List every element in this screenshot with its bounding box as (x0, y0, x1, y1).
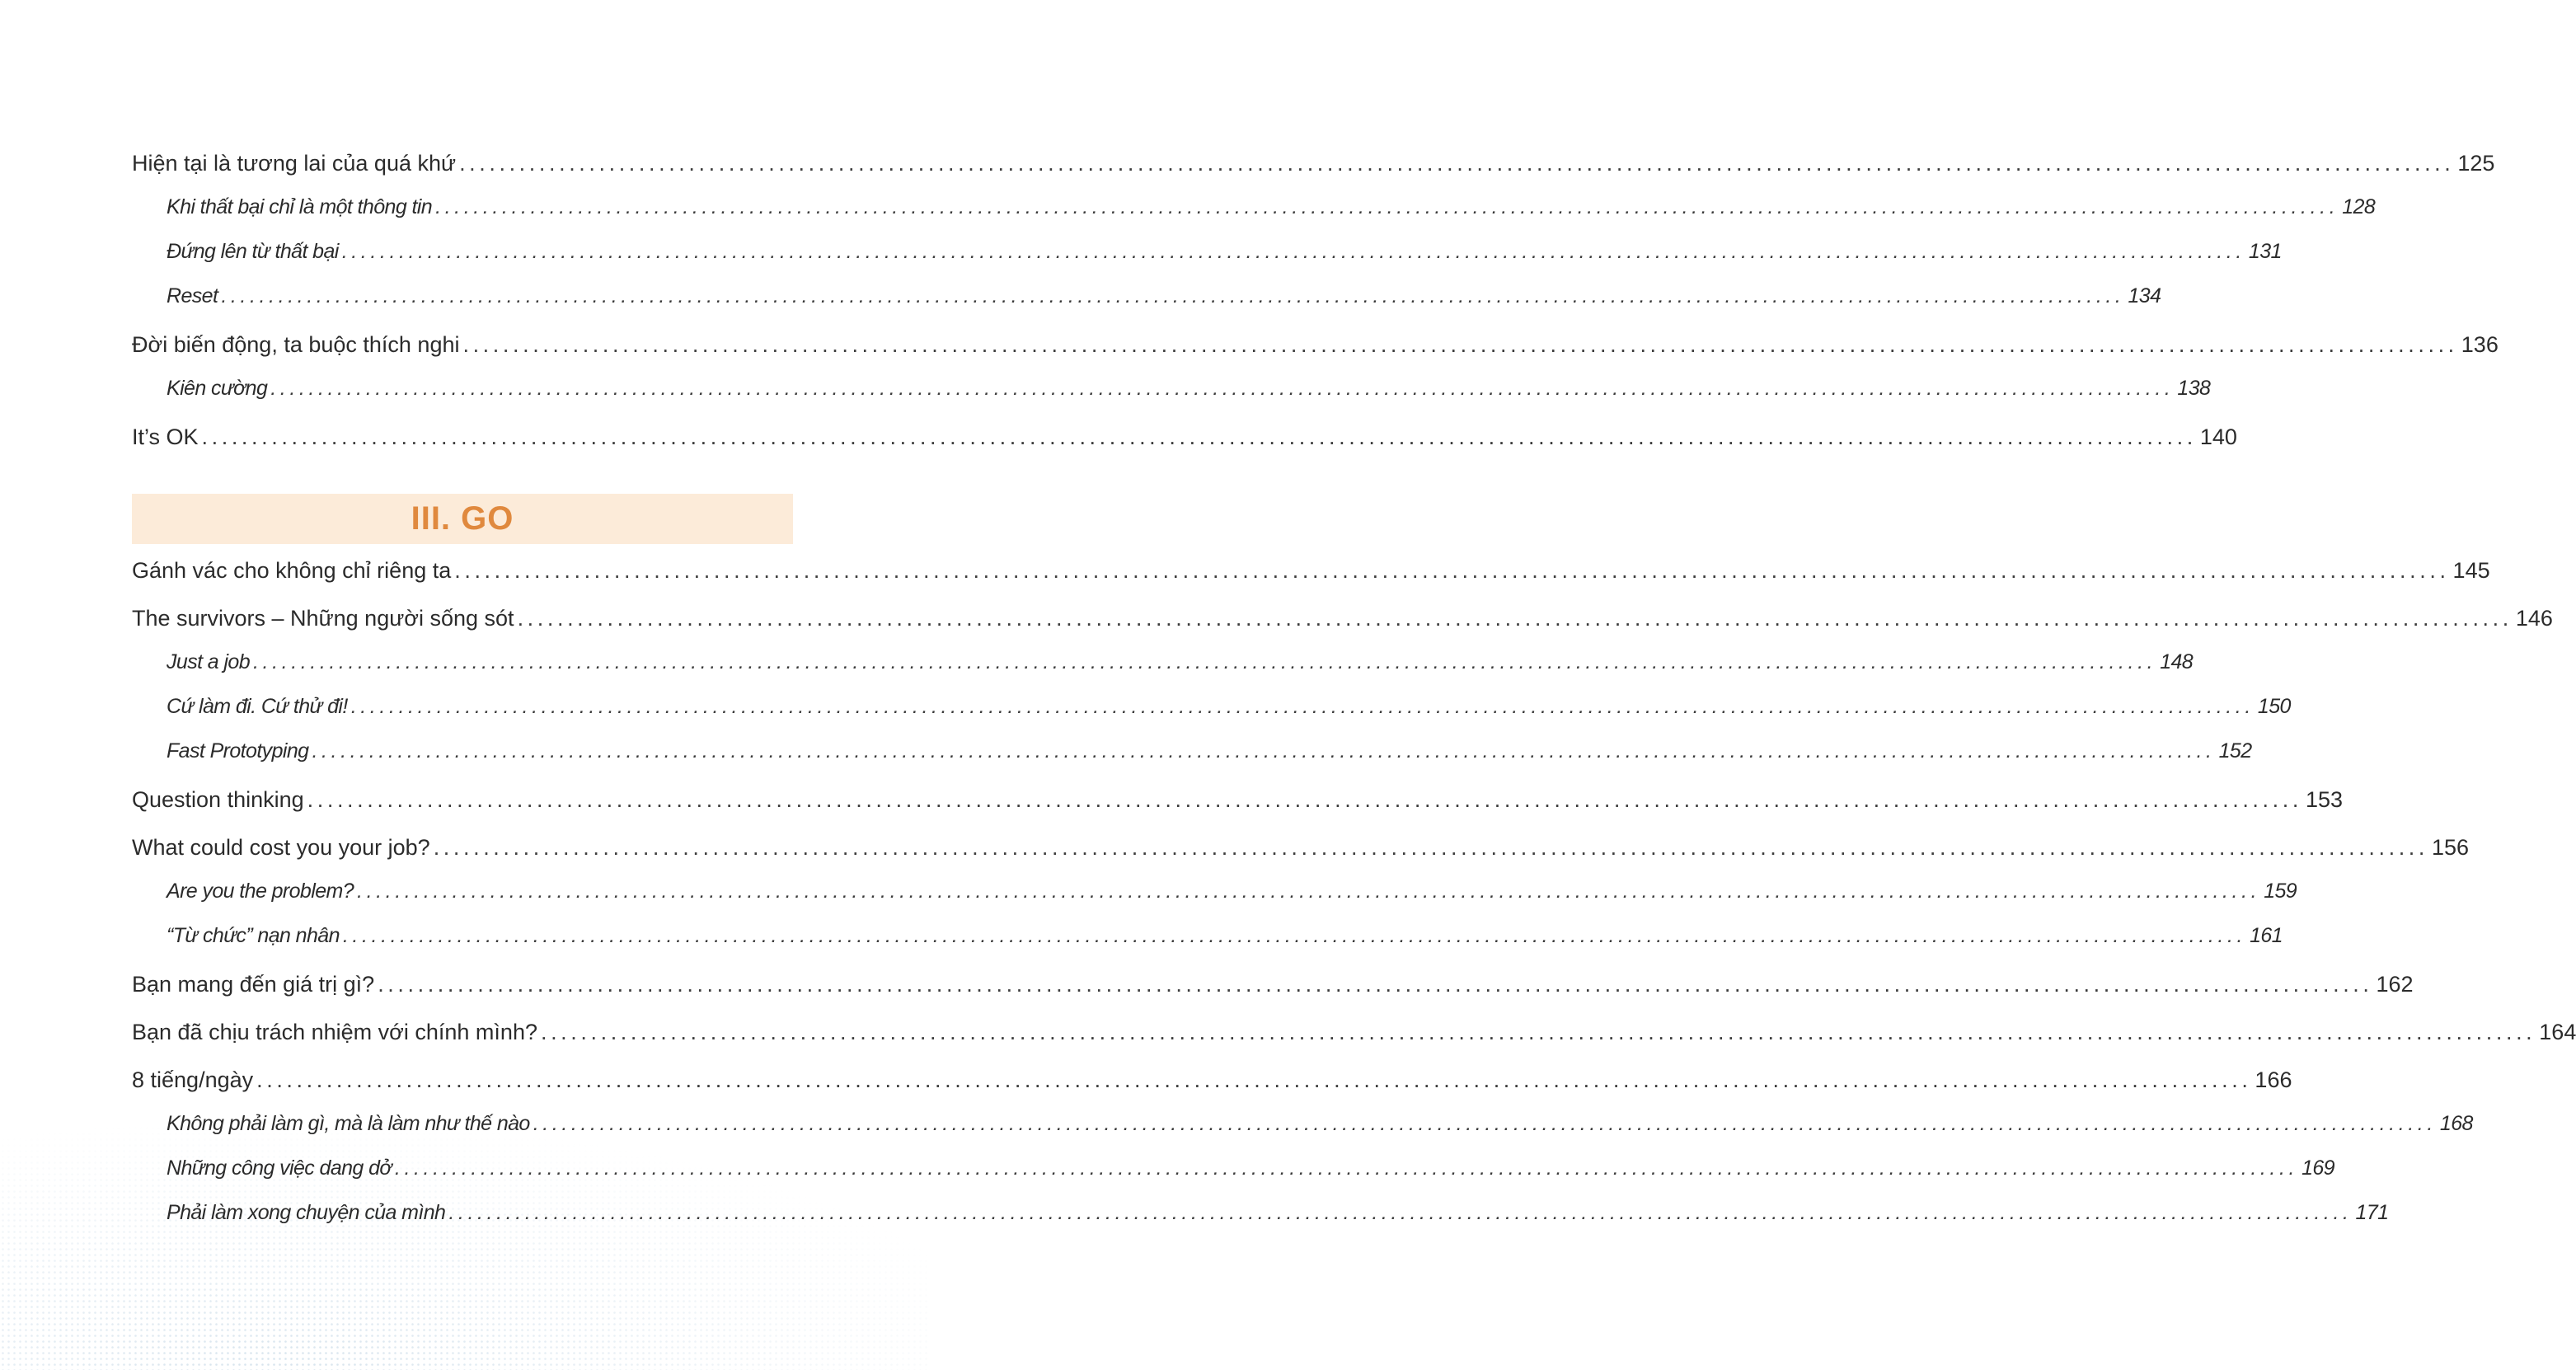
toc-entry (132, 1067, 2292, 1093)
toc-entry (132, 151, 2495, 176)
toc-entry-title: Kiên cường (167, 377, 268, 400)
dot-leader: ........................................................................................................................................................................................................ (253, 650, 2157, 673)
toc-entry (132, 739, 2252, 763)
toc-entry-page: 125 (2457, 151, 2495, 176)
toc-entry-title: What could cost you your job? (132, 835, 430, 860)
toc-entry-page: 145 (2452, 558, 2490, 583)
toc-entry-page: 136 (2461, 332, 2499, 357)
section-title: III. GO (411, 500, 514, 537)
dot-leader: ........................................................................................................................................................................................................ (459, 151, 2455, 176)
dot-leader: ........................................................................................................................................................................................................ (350, 695, 2255, 718)
toc-entry-page: 168 (2439, 1112, 2473, 1135)
toc-entry (132, 332, 2499, 358)
toc-entry-page: 146 (2515, 606, 2553, 631)
dot-leader: ........................................................................................................................................................................................................ (201, 425, 2197, 449)
toc-entry-title: 8 tiếng/ngày (132, 1067, 254, 1092)
toc-entry (132, 1157, 2334, 1180)
toc-entry-page: 156 (2432, 835, 2470, 860)
toc-entry-page: 153 (2305, 787, 2343, 812)
dot-leader: ........................................................................................................................................................................................................ (270, 377, 2175, 400)
dot-leader: ........................................................................................................................................................................................................ (357, 880, 2261, 903)
toc-entry-title: Gánh vác cho không chỉ riêng ta (132, 558, 452, 583)
dot-leader: ........................................................................................................................................................................................................ (540, 1020, 2536, 1044)
toc-entry-title: Bạn mang đến giá trị gì? (132, 972, 375, 997)
toc-entry-title: Đứng lên từ thất bại (167, 240, 339, 263)
toc-entry-page: 164 (2539, 1020, 2576, 1044)
toc-entry-title: Hiện tại là tương lai của quá khứ (132, 151, 457, 176)
toc-entry-title: “Từ chức” nạn nhân (167, 924, 340, 947)
toc-entry-page: 159 (2264, 880, 2297, 903)
toc-entry-page: 148 (2160, 650, 2194, 673)
toc-entry (132, 835, 2470, 861)
toc-entry-title: Question thinking (132, 787, 304, 812)
toc-entry-title: Những công việc dang dở (167, 1157, 392, 1180)
toc-entry-page: 134 (2128, 284, 2161, 307)
dot-leader: ........................................................................................................................................................................................................ (435, 195, 2339, 218)
toc-entry-page: 171 (2355, 1201, 2389, 1224)
toc-entry (132, 1112, 2473, 1136)
toc-entry (132, 606, 2553, 631)
dot-leader: ........................................................................................................................................................................................................ (462, 332, 2458, 357)
toc-entry (132, 880, 2297, 903)
dot-leader: ........................................................................................................................................................................................................ (394, 1157, 2299, 1180)
toc-entry-title: The survivors – Những người sống sót (132, 606, 514, 631)
toc-entry-title: Phải làm xong chuyện của mình (167, 1201, 446, 1224)
dot-leader: ........................................................................................................................................................................................................ (312, 739, 2216, 762)
dot-leader: ........................................................................................................................................................................................................ (454, 558, 2450, 583)
dot-leader: ........................................................................................................................................................................................................ (378, 972, 2373, 997)
toc-entry (132, 695, 2291, 719)
toc-entry-title: Fast Prototyping (167, 739, 309, 762)
toc-entry (132, 787, 2343, 813)
toc-entry-title: Không phải làm gì, mà là làm như thế nào (167, 1112, 530, 1135)
toc-entry-page: 169 (2302, 1157, 2334, 1180)
toc-entry (132, 1020, 2576, 1045)
toc-entry-page: 131 (2248, 240, 2282, 263)
toc-entry-title: Đời biến động, ta buộc thích nghi (132, 332, 460, 357)
toc-entry-page: 162 (2376, 972, 2414, 997)
dot-leader: ........................................................................................................................................................................................................ (533, 1112, 2437, 1135)
toc-entry (132, 377, 2211, 401)
dot-leader: ........................................................................................................................................................................................................ (256, 1067, 2252, 1092)
toc-entry (132, 924, 2283, 948)
toc-entry (132, 240, 2282, 264)
dot-leader: ........................................................................................................................................................................................................ (307, 787, 2302, 812)
toc-entry-title: Bạn đã chịu trách nhiệm với chính mình? (132, 1020, 537, 1044)
toc-entry (132, 650, 2194, 674)
toc-entry-page: 150 (2257, 695, 2291, 718)
toc-entry-page: 161 (2250, 924, 2283, 947)
toc-entry (132, 425, 2237, 450)
toc-entry-page: 152 (2218, 739, 2252, 762)
toc-entry-title: Reset (167, 284, 218, 307)
section-banner (132, 494, 793, 544)
toc-entry (132, 558, 2490, 584)
dot-leader: ........................................................................................................................................................................................................ (341, 240, 2245, 263)
toc-entry-title: Cứ làm đi. Cứ thử đi! (167, 695, 348, 718)
toc-entry (132, 284, 2161, 308)
toc-entry-page: 128 (2342, 195, 2376, 218)
toc-entry-title: Khi thất bại chỉ là một thông tin (167, 195, 433, 218)
dot-leader: ........................................................................................................................................................................................................ (342, 924, 2247, 947)
toc-entry-title: Are you the problem? (167, 880, 354, 903)
dot-leader: ........................................................................................................................................................................................................ (517, 606, 2513, 631)
dot-leader: ........................................................................................................................................................................................................ (433, 835, 2428, 860)
toc-entry-title: Just a job (167, 650, 251, 673)
dot-leader: ........................................................................................................................................................................................................ (448, 1201, 2353, 1224)
toc-entry-page: 138 (2177, 377, 2211, 400)
toc-entry (132, 972, 2414, 997)
toc-entry (132, 195, 2376, 219)
dot-leader: ........................................................................................................................................................................................................ (221, 284, 2125, 307)
toc-entry (132, 1201, 2389, 1225)
toc-entry-page: 166 (2255, 1067, 2292, 1092)
toc-entry-title: It’s OK (132, 425, 199, 449)
toc-entry-page: 140 (2199, 425, 2237, 449)
